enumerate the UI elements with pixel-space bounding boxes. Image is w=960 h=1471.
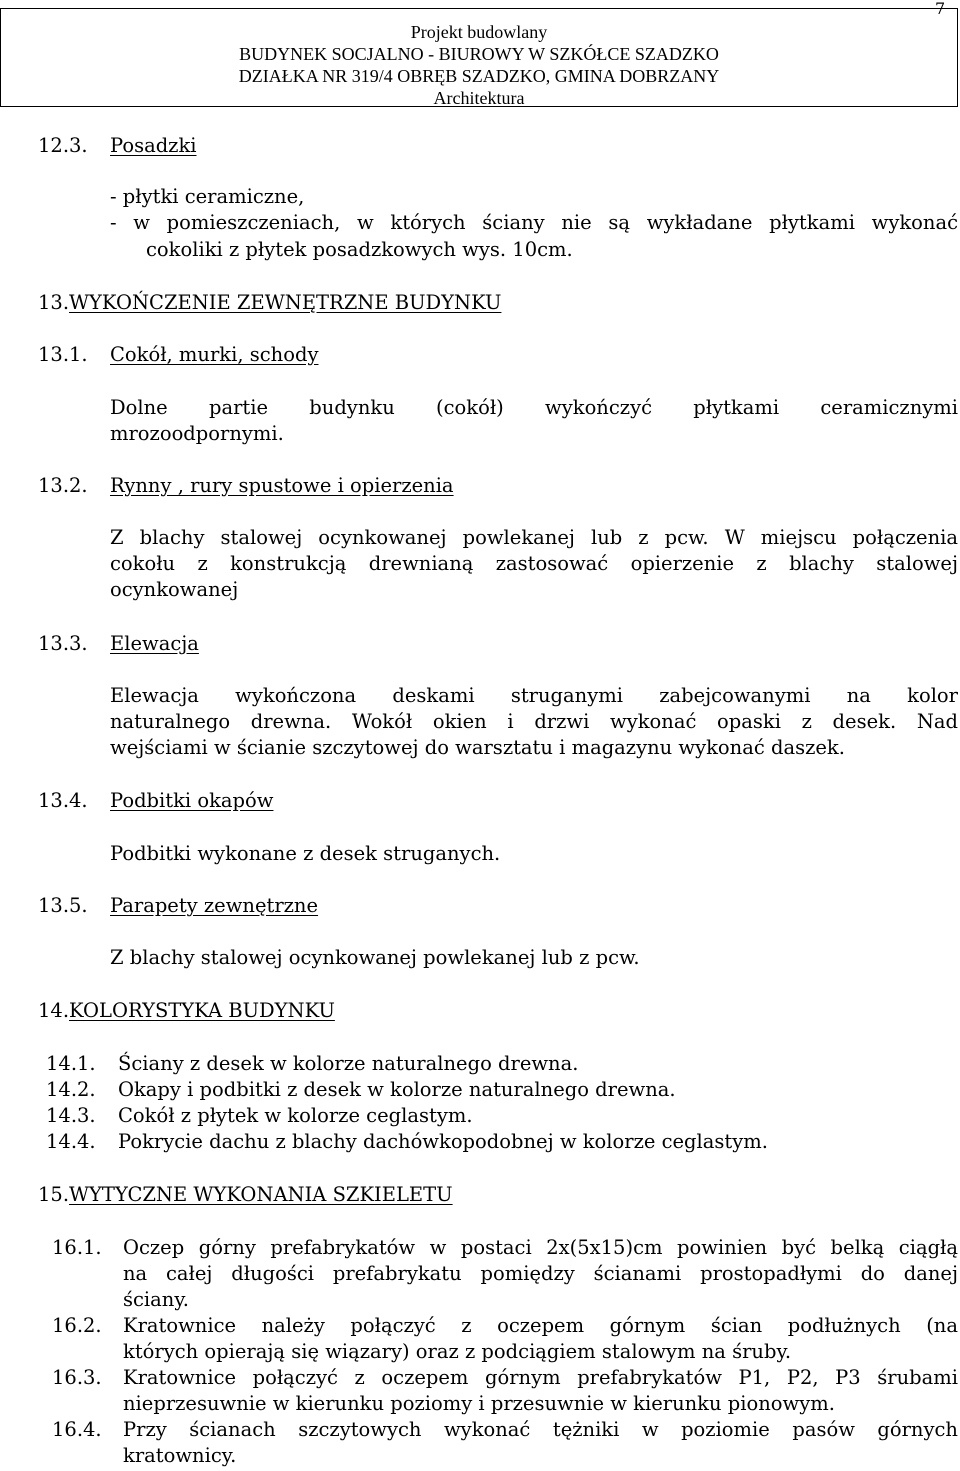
paragraph-line: Dolne partie budynku (cokół) wykończyć płytkami ceramicznymi: [110, 396, 958, 419]
chapter-title: KOLORYSTYKA BUDYNKU: [69, 999, 335, 1022]
section-13-2-heading: [38, 473, 454, 499]
item-line: ściany.: [123, 1288, 189, 1311]
item-number: 16.2.: [52, 1314, 102, 1337]
item-line: Oczep górny prefabrykatów w postaci 2x(5x15)cm powinien być belką ciągłą: [123, 1236, 958, 1259]
paragraph-line: ocynkowanej: [110, 578, 239, 601]
section-12-3-heading: [38, 133, 197, 159]
item-line: których opierają się wiązary) oraz z podciągiem stalowym na śruby.: [123, 1340, 792, 1363]
chapter-15-heading: [38, 1182, 453, 1208]
header-building: BUDYNEK SOCJALNO - BIUROWY W SZKÓŁCE SZADZKO: [239, 44, 719, 64]
chapter-14-heading: [38, 998, 335, 1024]
list-item: [46, 1051, 578, 1077]
header-plot: DZIAŁKA NR 319/4 OBRĘB SZADZKO, GMINA DOBRZANY: [238, 66, 720, 86]
list-item: [46, 1103, 473, 1129]
paragraph-line: cokołu z konstrukcją drewnianą zastosować opierzenie z blachy stalowej: [110, 552, 958, 575]
item-number: 14.2.: [46, 1078, 96, 1101]
item-line: Przy ścianach szczytowych wykonać tężniki w poziomie pasów górnych: [123, 1418, 958, 1441]
item-number: 14.1.: [46, 1052, 96, 1075]
section-number: 13.3.: [38, 632, 88, 655]
item-number: 16.4.: [52, 1418, 102, 1441]
item-number: 14.4.: [46, 1130, 96, 1153]
header-discipline: Architektura: [433, 88, 525, 108]
item-text: Pokrycie dachu z blachy dachówkopodobnej w kolorze ceglastym.: [118, 1130, 768, 1153]
document-header: [0, 8, 958, 107]
section-title: Posadzki: [110, 134, 197, 157]
section-title: Cokół, murki, schody: [110, 343, 319, 366]
bullet-item: - w pomieszczeniach, w których ściany nie są wykładane płytkami wykonać: [110, 211, 958, 234]
page-number: 7: [935, 0, 946, 18]
bullet-continuation: cokoliki z płytek posadzkowych wys. 10cm.: [146, 238, 573, 261]
item-number: 14.3.: [46, 1104, 96, 1127]
item-number: 16.1.: [52, 1236, 102, 1259]
chapter-number: 13.: [38, 291, 70, 314]
section-number: 13.5.: [38, 894, 88, 917]
chapter-title: WYTYCZNE WYKONANIA SZKIELETU: [69, 1183, 453, 1206]
paragraph-line: Z blachy stalowej ocynkowanej powlekanej lub z pcw.: [110, 946, 640, 969]
item-line: Kratownice należy połączyć z oczepem górnym ścian podłużnych (na: [123, 1314, 958, 1337]
section-13-5-heading: [38, 893, 318, 919]
section-number: 12.3.: [38, 134, 88, 157]
item-number: 16.3.: [52, 1366, 102, 1389]
chapter-13-heading: [38, 290, 501, 316]
item-line: na całej długości prefabrykatu pomiędzy ścianami prostopadłymi do danej: [123, 1262, 958, 1285]
bullet-item: - płytki ceramiczne,: [110, 185, 305, 208]
paragraph-line: wejściami w ścianie szczytowej do warsztatu i magazynu wykonać daszek.: [110, 736, 845, 759]
header-project-type: Projekt budowlany: [410, 22, 548, 42]
list-item: [46, 1077, 676, 1103]
item-line: kratownicy.: [123, 1444, 237, 1467]
section-number: 13.1.: [38, 343, 88, 366]
paragraph-line: naturalnego drewna. Wokół okien i drzwi wykonać opaski z desek. Nad: [110, 710, 958, 733]
item-text: Cokół z płytek w kolorze ceglastym.: [118, 1104, 473, 1127]
section-title: Parapety zewnętrzne: [110, 894, 319, 917]
chapter-title: WYKOŃCZENIE ZEWNĘTRZNE BUDYNKU: [69, 291, 502, 314]
section-13-1-heading: [38, 342, 318, 368]
item-line: Kratownice połączyć z oczepem górnym prefabrykatów P1, P2, P3 śrubami: [123, 1366, 958, 1389]
section-13-4-heading: [38, 788, 273, 814]
section-13-3-heading: [38, 631, 199, 657]
item-line: nieprzesuwnie w kierunku poziomy i przesuwnie w kierunku pionowym.: [123, 1392, 835, 1415]
item-text: Ściany z desek w kolorze naturalnego drewna.: [118, 1052, 579, 1075]
section-title: Rynny , rury spustowe i opierzenia: [110, 474, 454, 497]
paragraph-line: Elewacja wykończona deskami struganymi zabejcowanymi na kolor: [110, 684, 958, 707]
item-text: Okapy i podbitki z desek w kolorze naturalnego drewna.: [118, 1078, 676, 1101]
section-title: Elewacja: [110, 632, 199, 655]
list-item: [46, 1129, 768, 1155]
paragraph-line: Z blachy stalowej ocynkowanej powlekanej lub z pcw. W miejscu połączenia: [110, 526, 958, 549]
section-number: 13.2.: [38, 474, 88, 497]
paragraph-line: mrozoodpornymi.: [110, 422, 284, 445]
section-title: Podbitki okapów: [110, 789, 274, 812]
section-number: 13.4.: [38, 789, 88, 812]
chapter-number: 14.: [38, 999, 70, 1022]
paragraph-line: Podbitki wykonane z desek struganych.: [110, 842, 501, 865]
chapter-number: 15.: [38, 1183, 70, 1206]
